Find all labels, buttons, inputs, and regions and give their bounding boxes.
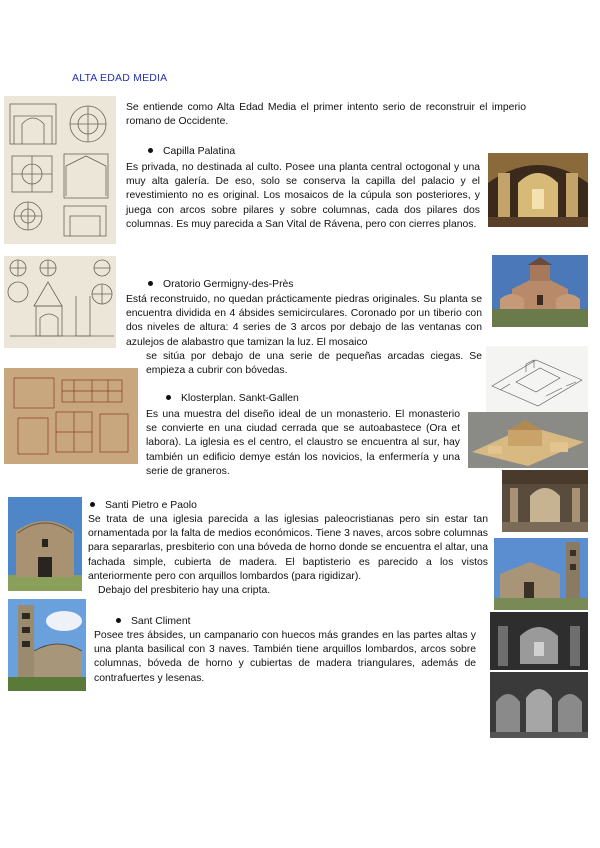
heading-label: Klosterplan. Sankt-Gallen [181, 393, 299, 404]
klosterplan-text: Es una muestra del diseño ideal de un monasterio. El monasterio se convierte en una ciudad cerrada que se autoabastece (Ora et labora). La iglesia es el centro, el claustro se encuentra al sur, hay también un edificio demye están los novicios, la enfermería y una serie de graneros. [146, 409, 460, 477]
santi-pietro-interior-photo [502, 470, 588, 532]
capilla-palatina-text: Es privada, no destinada al culto. Posee una planta central octogonal y una muy alta galería. De eso, solo se conserva la capilla del palacio y el revestimiento no es original. Los mosaicos de la cúpula son posteriores, y juega con arcos sobre pilares y sobre columnas, cada dos pilares dos columnas. Es muy parecida a San Vital de Rávena, pero con cierres planos. [126, 162, 480, 230]
germigny-text: Está reconstruido, no quedan prácticamente piedras originales. Su planta se encuentra dividida en 4 ábsides semicirculares. Coronado por un tiberio con dos niveles de altura: 4 series de 3 arcos por debajo de las ventanas con azulejos de alabastro que tamizan la luz. El mosaico [126, 294, 482, 348]
section-title: ALTA EDAD MEDIA [72, 72, 168, 84]
bullet-icon [166, 395, 171, 400]
klosterplan-sketch-image [486, 346, 588, 412]
bullet-icon [90, 502, 95, 507]
heading-klosterplan [166, 392, 299, 406]
bullet-icon [148, 148, 153, 153]
heading-label: Oratorio Germigny-des-Près [163, 279, 294, 290]
sant-climent-interior-photo-2 [490, 672, 588, 738]
heading-label: Santi Pietro e Paolo [105, 500, 197, 511]
germigny-plan-image [4, 256, 116, 348]
sant-climent-interior-photo-1 [490, 612, 588, 670]
heading-label: Capilla Palatina [163, 146, 236, 157]
santi-pietro-text-cont: Debajo del presbiterio hay una cripta. [98, 585, 271, 596]
capilla-palatina-interior-photo [488, 153, 588, 227]
santi-pietro-baptistery-photo [8, 497, 82, 591]
klosterplan-model-photo [468, 412, 588, 468]
intro-paragraph: Se entiende como Alta Edad Media el primer intento serio de reconstruir el imperio romano de Occidente. [126, 102, 526, 128]
heading-santi-pietro [90, 499, 197, 513]
santi-pietro-exterior-photo [494, 538, 588, 610]
capilla-palatina-plan-image [4, 96, 116, 244]
bullet-icon [116, 618, 121, 623]
germigny-exterior-photo [492, 255, 588, 327]
sant-climent-exterior-photo [8, 599, 86, 691]
santi-pietro-text: Se trata de una iglesia parecida a las iglesias paleocristianas pero sin estar tan ornamentada por la falta de medios económicos. Tiene 3 naves, arcos sobre columnas para separarlas, presbiterio con una bóveda de horno donde se encuentra el altar, una fachada simple, cubierta de madera. El baptisterio es parecido a los vistos anteriormente pero con arquillos lombardos (para rigidizar). [88, 514, 488, 582]
bullet-icon [148, 281, 153, 286]
klosterplan-manuscript-image [4, 368, 138, 464]
heading-capilla-palatina [148, 145, 235, 159]
heading-germigny [148, 278, 294, 292]
heading-label: Sant Climent [131, 616, 191, 627]
sant-climent-text: Posee tres ábsides, un campanario con huecos más grandes en las partes altas y una planta basilical con 3 naves. También tiene arquillos lombardos, arcos sobre columnas, bóveda de horno y cubiertas de madera triangulares, además de contrafuertes y lesenas. [94, 630, 476, 684]
germigny-text-cont: se sitúa por debajo de una serie de pequeñas arcadas ciegas. Se empieza a cubrir con bóvedas. [146, 351, 482, 377]
heading-sant-climent [116, 615, 190, 629]
